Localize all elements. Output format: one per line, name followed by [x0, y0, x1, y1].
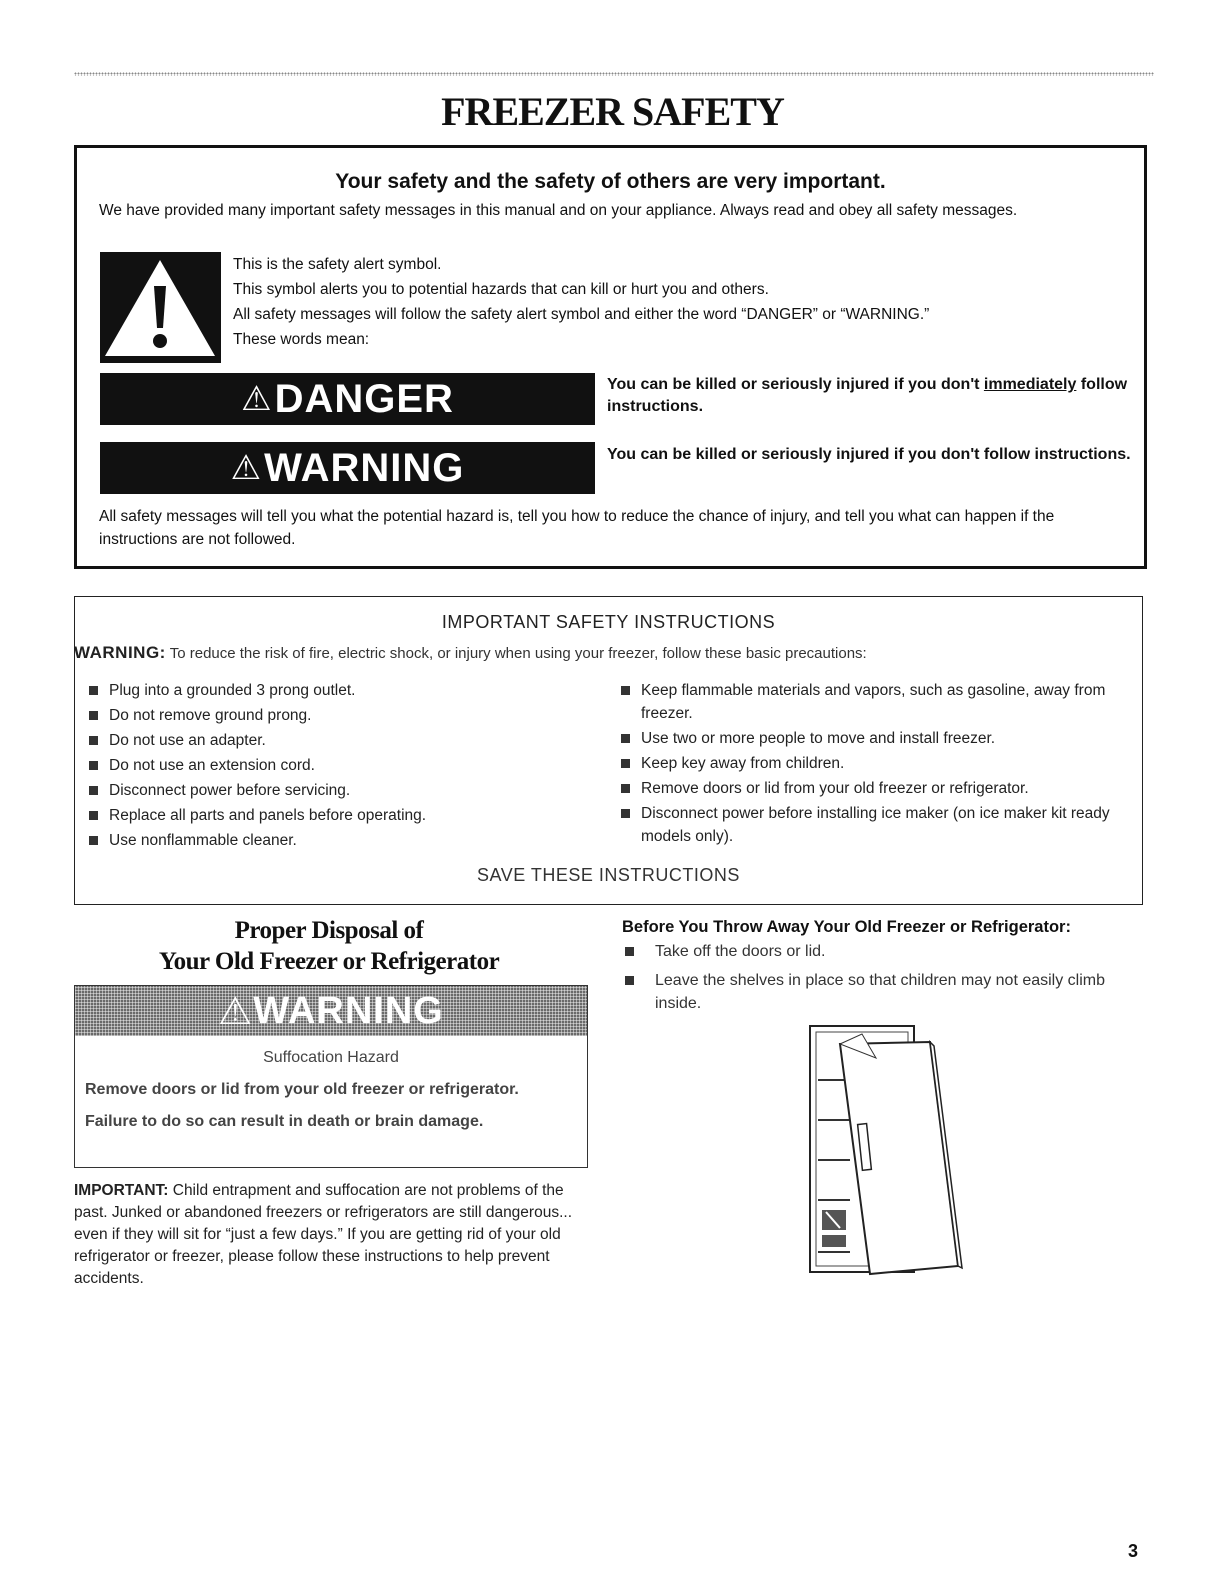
warning-label: WARNING [264, 445, 465, 490]
safety-alert-symbol-icon [100, 252, 221, 363]
list-item: Disconnect power before installing ice maker (on ice maker kit ready models only). [619, 802, 1119, 848]
bullet-icon [621, 809, 630, 818]
symbol-line: These words mean: [233, 331, 370, 348]
list-item: Use nonflammable cleaner. [87, 829, 557, 852]
symbol-line: This is the safety alert symbol. [233, 256, 442, 273]
bullet-icon [89, 686, 98, 695]
before-throw-heading: Before You Throw Away Your Old Freezer or Refrigerator: [622, 918, 1071, 936]
bullet-icon [89, 711, 98, 720]
page-number: 3 [1128, 1541, 1139, 1561]
warning-description: You can be killed or seriously injured if you don't follow instructions. [607, 446, 1131, 463]
danger-signal-bar [100, 373, 595, 425]
bullet-icon [89, 786, 98, 795]
isi-left-list [87, 679, 557, 854]
before-throw-list [622, 940, 1142, 1017]
safety-intro: We have provided many important safety messages in this manual and on your appliance. Always read and obey all safety messages. [99, 202, 1018, 219]
list-item: Do not remove ground prong. [87, 704, 557, 727]
bullet-icon [89, 761, 98, 770]
list-item: Do not use an adapter. [87, 729, 557, 752]
list-item: Leave the shelves in place so that children may not easily climb inside. [622, 969, 1142, 1015]
list-item: Remove doors or lid from your old freezer or refrigerator. [619, 777, 1119, 800]
warning-header [75, 986, 587, 1036]
list-item: Plug into a grounded 3 prong outlet. [87, 679, 557, 702]
symbol-line: All safety messages will follow the safety alert symbol and either the word “DANGER” or “WARNING.” [233, 306, 930, 323]
list-item: Keep flammable materials and vapors, such as gasoline, away from freezer. [619, 679, 1119, 725]
bullet-icon [625, 976, 634, 985]
safety-heading: Your safety and the safety of others are very important. [335, 170, 886, 193]
suffocation-warning-box [74, 985, 588, 1168]
disposal-title: Proper Disposal of Your Old Freezer or Refrigerator [158, 917, 500, 975]
list-item: Use two or more people to move and install freezer. [619, 727, 1119, 750]
bullet-icon [621, 686, 630, 695]
page-title: FREEZER SAFETY [441, 89, 784, 134]
bullet-icon [621, 734, 630, 743]
save-instructions: SAVE THESE INSTRUCTIONS [477, 865, 740, 885]
warning-signal-bar [100, 442, 595, 494]
isi-right-list [619, 679, 1119, 850]
bullet-icon [621, 784, 630, 793]
upright-freezer-illustration [800, 1020, 970, 1285]
alert-triangle-icon: ⚠ [218, 990, 254, 1033]
bullet-icon [89, 811, 98, 820]
hazard-title: Suffocation Hazard [263, 1049, 399, 1066]
top-dotted-rule [74, 72, 1154, 76]
bullet-icon [89, 836, 98, 845]
list-item: Keep key away from children. [619, 752, 1119, 775]
safety-symbol-explanation [233, 256, 1113, 356]
bullet-icon [621, 759, 630, 768]
list-item: Replace all parts and panels before operating. [87, 804, 557, 827]
danger-description: You can be killed or seriously injured if you don't immediately follow instructions. [607, 376, 1128, 415]
symbol-line: This symbol alerts you to potential hazards that can kill or hurt you and others. [233, 281, 769, 298]
safety-messages-box [74, 145, 1147, 569]
danger-label: DANGER [274, 376, 454, 421]
bullet-icon [89, 736, 98, 745]
safety-footer: All safety messages will tell you what the potential hazard is, tell you how to reduce the chance of injury, and tell you what can happen if the instructions are not followed. [99, 508, 1055, 548]
alert-triangle-icon: ⚠ [230, 449, 263, 487]
list-item: Disconnect power before servicing. [87, 779, 557, 802]
list-item: Do not use an extension cord. [87, 754, 557, 777]
important-safety-instructions-box [74, 596, 1143, 905]
isi-warning: WARNING: To reduce the risk of fire, electric shock, or injury when using your freezer, follow these basic precautions: [74, 643, 867, 662]
warning-body: Remove doors or lid from your old freezer or refrigerator. Failure to do so can result in death or brain damage. [85, 1081, 519, 1130]
list-item: Take off the doors or lid. [622, 940, 1142, 963]
warning-label: WARNING [253, 989, 444, 1032]
bullet-icon [625, 947, 634, 956]
important-paragraph: IMPORTANT: Child entrapment and suffocation are not problems of the past. Junked or abandoned freezers or refrigerators are still dangerous... even if they will sit for “just a few days.” If you are getting rid of your old refrigerator or freezer, please follow these instructions to help prevent accidents. [74, 1182, 572, 1287]
isi-heading: IMPORTANT SAFETY INSTRUCTIONS [441, 612, 776, 632]
alert-triangle-icon: ⚠ [241, 380, 273, 418]
